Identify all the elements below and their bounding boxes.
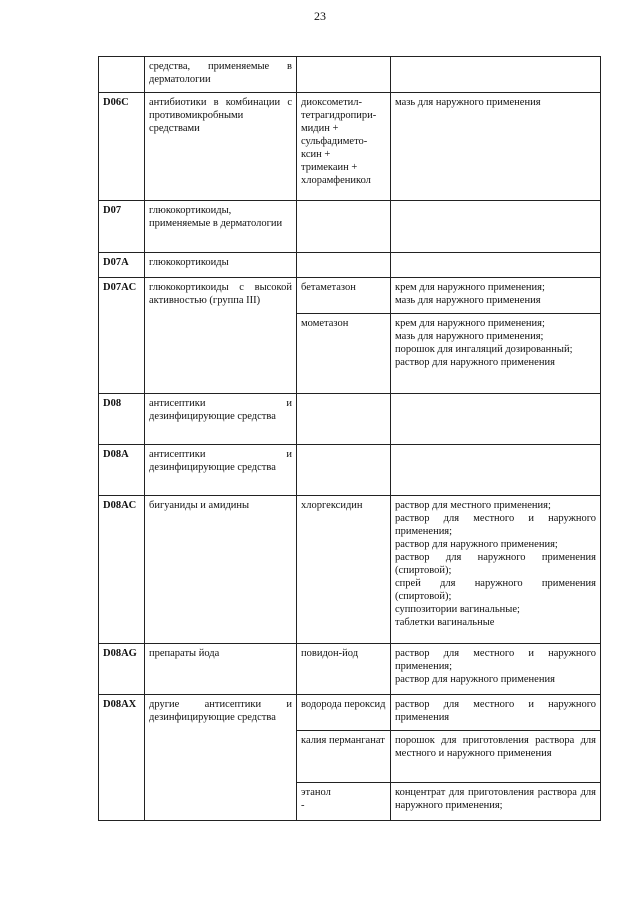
table-row xyxy=(99,496,601,644)
group-cell: средства, применяемые в дерматологии xyxy=(145,57,297,93)
drug-cell xyxy=(297,445,391,496)
dosage-form-cell: концентрат для приготовления раствора для наружного применения; xyxy=(391,783,601,821)
table-row xyxy=(99,278,601,314)
atc-code-cell: D08 xyxy=(99,394,145,445)
group-cell: антисептики и дезинфицирующие средства xyxy=(145,394,297,445)
dosage-form-cell: раствор для местного применения; раствор для местного и наружного применения; раствор для наружного применения; раствор для наружного применения (спиртовой); спрей для наружного применения (спиртовой); суппозитории вагинальные; таблетки вагинальные xyxy=(391,496,601,644)
dosage-form-cell: раствор для местного и наружного применения xyxy=(391,695,601,731)
table-row xyxy=(99,695,601,731)
table-row xyxy=(99,445,601,496)
table-row xyxy=(99,93,601,201)
dosage-form-cell xyxy=(391,445,601,496)
group-cell: бигуаниды и амидины xyxy=(145,496,297,644)
group-cell: глюкокортикоиды с высокой активностью (группа III) xyxy=(145,278,297,394)
drug-cell: калия перманганат xyxy=(297,731,391,783)
dosage-form-cell: раствор для местного и наружного применения; раствор для наружного применения xyxy=(391,644,601,695)
table-row xyxy=(99,253,601,278)
drug-cell xyxy=(297,201,391,253)
drug-cell: этанол - xyxy=(297,783,391,821)
atc-code-cell: D06C xyxy=(99,93,145,201)
drug-cell: диоксометил- тетрагидропири- мидин + сульфадимето- ксин + тримекаин + хлорамфеникол xyxy=(297,93,391,201)
group-cell: антибиотики в комбинации с противомикробными средствами xyxy=(145,93,297,201)
page-number: 23 xyxy=(314,9,326,23)
drug-cell: мометазон xyxy=(297,314,391,394)
group-cell: препараты йода xyxy=(145,644,297,695)
drug-cell: водорода пероксид xyxy=(297,695,391,731)
dosage-form-cell xyxy=(391,57,601,93)
table-row xyxy=(99,57,601,93)
table-row xyxy=(99,644,601,695)
table-row xyxy=(99,201,601,253)
drug-table xyxy=(98,56,601,821)
atc-code-cell: D07A xyxy=(99,253,145,278)
atc-code-cell: D08A xyxy=(99,445,145,496)
table-row xyxy=(99,394,601,445)
drug-cell: хлоргексидин xyxy=(297,496,391,644)
drug-cell: повидон-йод xyxy=(297,644,391,695)
group-cell: глюкокортикоиды xyxy=(145,253,297,278)
dosage-form-cell xyxy=(391,201,601,253)
atc-code-cell: D08AX xyxy=(99,695,145,821)
atc-code-cell: D07AC xyxy=(99,278,145,394)
atc-code-cell: D08AG xyxy=(99,644,145,695)
dosage-form-cell: мазь для наружного применения xyxy=(391,93,601,201)
drug-cell xyxy=(297,57,391,93)
group-cell: глюкокортикоиды, применяемые в дерматологии xyxy=(145,201,297,253)
drug-cell xyxy=(297,394,391,445)
dosage-form-cell xyxy=(391,394,601,445)
dosage-form-cell xyxy=(391,253,601,278)
dosage-form-cell: порошок для приготовления раствора для местного и наружного применения xyxy=(391,731,601,783)
drug-cell xyxy=(297,253,391,278)
dosage-form-cell: крем для наружного применения; мазь для наружного применения xyxy=(391,278,601,314)
group-cell: антисептики и дезинфицирующие средства xyxy=(145,445,297,496)
dosage-form-cell: крем для наружного применения; мазь для наружного применения; порошок для ингаляций дозированный; раствор для наружного применения xyxy=(391,314,601,394)
drug-cell: бетаметазон xyxy=(297,278,391,314)
atc-code-cell xyxy=(99,57,145,93)
group-cell: другие антисептики и дезинфицирующие средства xyxy=(145,695,297,821)
atc-code-cell: D07 xyxy=(99,201,145,253)
atc-code-cell: D08AC xyxy=(99,496,145,644)
